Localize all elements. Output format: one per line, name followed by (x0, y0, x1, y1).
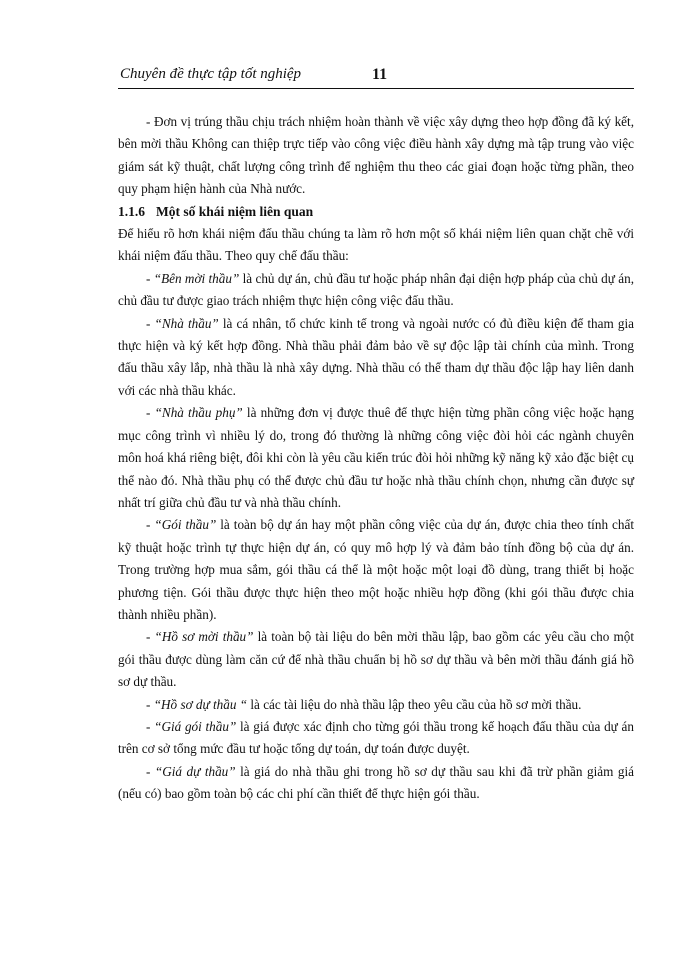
definition-dash: - (146, 696, 154, 712)
page-number: 11 (372, 66, 388, 83)
definition-text: là chủ dự án, chủ đầu tư hoặc pháp nhân đại diện hợp pháp của chủ dự án, chủ đầu tư được giao trách nhiệm thực hiện công việc đấu thầu. (118, 270, 634, 309)
definition-item (118, 716, 634, 761)
definition-item (118, 626, 634, 693)
section-lead-paragraph: Để hiểu rõ hơn khái niệm đấu thầu chúng ta làm rõ hơn một số khái niệm liên quan chặt chẽ với khái niệm đấu thầu. Theo quy chế đấu thầu: (118, 226, 634, 264)
definition-dash: - (146, 315, 155, 331)
definition-dash: - (146, 718, 155, 734)
section-title: Một số khái niệm liên quan (156, 203, 314, 219)
definition-term: “Bên mời thầu” (153, 270, 240, 286)
definition-item (118, 402, 634, 514)
section-heading (118, 201, 634, 223)
definition-dash: - (146, 763, 155, 779)
page-header (118, 64, 634, 89)
definition-term: “Nhà thầu” (154, 315, 219, 331)
definition-item (118, 514, 634, 626)
definition-term: “Giá dự thầu” (154, 763, 236, 779)
header-title: Chuyên đề thực tập tốt nghiệp (120, 66, 302, 82)
definition-text: là cá nhân, tổ chức kinh tế trong và ngoài nước có đủ điều kiện để tham gia thực hiện và ký kết hợp đồng. Nhà thầu phải đảm bảo về sự độc lập tài chính của mình. Trong đấu thầu xây lắp, nhà thầu là nhà xây dựng. Nhà thầu có thể tham dự thầu độc lập hay liên danh với các nhà thầu khác. (118, 315, 634, 398)
definition-item (118, 313, 634, 403)
definition-text: là giá được xác định cho từng gói thầu trong kế hoạch đấu thầu của dự án trên cơ sở tổng mức đầu tư hoặc tổng dự toán, dự toán được duyệt. (118, 718, 634, 757)
definition-text: là toàn bộ tài liệu do bên mời thầu lập, bao gồm các yêu cầu cho một gói thầu được dùng làm căn cứ để nhà thầu chuẩn bị hồ sơ dự thầu và bên mời thầu đánh giá hồ sơ dự thầu. (118, 629, 634, 690)
definition-term: “Nhà thầu phụ” (154, 405, 243, 421)
definition-item (118, 761, 634, 806)
definition-item (118, 694, 634, 716)
definition-term: “Hồ sơ dự thầu “ (153, 696, 248, 712)
intro-paragraph: - Đơn vị trúng thầu chịu trách nhiệm hoàn thành về việc xây dựng theo hợp đồng đã ký kết, bên mời thầu Không can thiệp trực tiếp vào công việc điều hành xây dựng mà tập trung vào việc giám sát kỹ thuật, chất lượng công trình để nghiệm thu theo các giai đoạn hoặc từng phần, theo quy phạm hiện hành của Nhà nước. (118, 114, 634, 197)
definition-term: “Gói thầu” (154, 517, 217, 533)
definition-dash: - (146, 270, 154, 286)
section-number: 1.1.6 (118, 203, 145, 219)
document-body (118, 111, 634, 806)
definition-dash: - (146, 629, 155, 645)
definition-term: “Hồ sơ mời thầu” (154, 629, 254, 645)
definition-dash: - (146, 405, 155, 421)
definition-text: là những đơn vị được thuê để thực hiện từng phần công việc hoặc hạng mục công trình vì nhiều lý do, trong đó thường là những công việc đòi hỏi các ngành chuyên môn hoá khá riêng biệt, đôi khi còn là yêu cầu kiến trúc đòi hỏi những kỹ năng kỹ xảo đặc biệt cụ thể nào đó. Nhà thầu phụ có thể được chủ đầu tư hoặc nhà thầu chính chọn, nhưng cần được sự nhất trí giữa chủ đầu tư và nhà thầu chính. (118, 405, 634, 510)
definition-text: là giá do nhà thầu ghi trong hồ sơ dự thầu sau khi đã trừ phần giảm giá (nếu có) bao gồm toàn bộ các chi phí cần thiết để thực hiện gói thầu. (118, 763, 634, 802)
definition-item (118, 268, 634, 313)
definition-term: “Giá gói thầu” (154, 718, 237, 734)
definition-text: là toàn bộ dự án hay một phần công việc của dự án, được chia theo tính chất kỹ thuật hoặc trình tự thực hiện dự án, có quy mô hợp lý và đảm bảo tính đồng bộ của dự án. Trong trường hợp mua sắm, gói thầu cá thể là một hoặc một loại đồ dùng, trang thiết bị hoặc phương tiện. Gói thầu được thực hiện theo một hoặc nhiều hợp đồng (khi gói thầu được chia thành nhiều phần). (118, 517, 634, 622)
definition-text: là các tài liệu do nhà thầu lập theo yêu cầu của hồ sơ mời thầu. (247, 696, 582, 712)
definition-dash: - (146, 517, 155, 533)
